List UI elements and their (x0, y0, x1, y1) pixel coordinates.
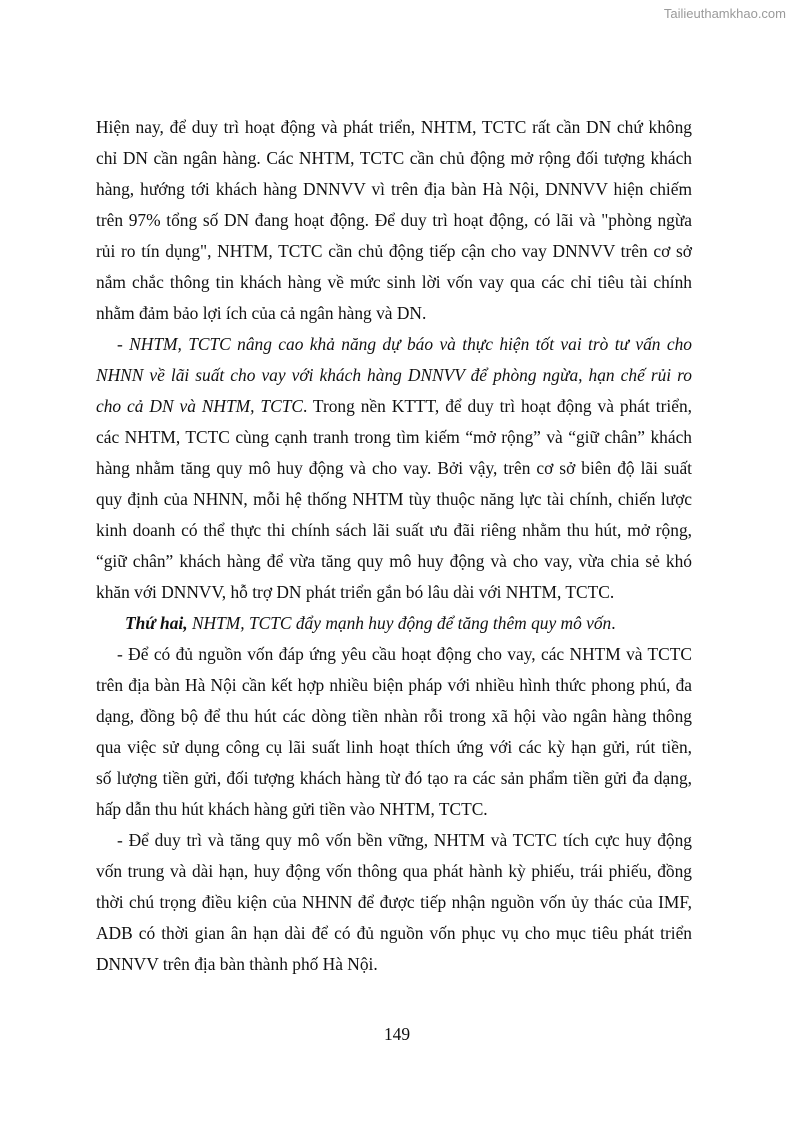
p2-line-9: khăn với DNNVV, hỗ trợ DN phát triển gắn bó lâu dài với NHTM, TCTC. (96, 582, 615, 602)
p2-line-1: - NHTM, TCTC nâng cao khả năng dự báo và thực hiện tốt vai trò tư vấn cho (117, 334, 692, 354)
p2-line-2: NHNN về lãi suất cho vay với khách hàng DNNVV để phòng ngừa, hạn chế rủi ro (96, 365, 692, 385)
p1-line-6: nắm chắc thông tin khách hàng về mức sinh lời vốn vay qua các chỉ tiêu tài chính (96, 272, 692, 292)
document-body (96, 112, 692, 980)
p2-line-3-rest: . Trong nền KTTT, để duy trì hoạt động và phát triển, (302, 396, 692, 416)
p3-heading-bold: Thứ hai, (125, 613, 188, 633)
p4-line-3: dạng, đồng bộ để thu hút các dòng tiền nhàn rỗi trong xã hội vào ngân hàng thông (96, 706, 692, 726)
p2-line-5: hàng nhằm tăng quy mô huy động và cho vay. Bởi vậy, trên cơ sở biên độ lãi suất (96, 458, 692, 478)
p2-line-3 (96, 391, 692, 422)
p5-line-1: - Để duy trì và tăng quy mô vốn bền vững, NHTM và TCTC tích cực huy động (117, 830, 692, 850)
p1-line-1: Hiện nay, để duy trì hoạt động và phát triển, NHTM, TCTC rất cần DN chứ không (96, 117, 692, 137)
p1-line-4: trên 97% tổng số DN đang hoạt động. Để duy trì hoạt động, có lãi và "phòng ngừa (96, 210, 692, 230)
p2-line-6: quy định của NHNN, mỗi hệ thống NHTM tùy thuộc năng lực tài chính, chiến lược (96, 489, 692, 509)
p2-line-4: các NHTM, TCTC cùng cạnh tranh trong tìm kiếm “mở rộng” và “giữ chân” khách (96, 427, 692, 447)
p5-line-3: thời chú trọng điều kiện của NHNN để được tiếp nhận nguồn vốn ủy thác của IMF, (96, 892, 692, 912)
p3-heading-italic: NHTM, TCTC đẩy mạnh huy động để tăng thêm quy mô vốn (187, 613, 612, 633)
p5-line-5: DNNVV trên địa bàn thành phố Hà Nội. (96, 954, 378, 974)
watermark-text: Tailieuthamkhao.com (663, 6, 786, 21)
p1-line-3: hàng, hướng tới khách hàng DNNVV vì trên địa bàn Hà Nội, DNNVV hiện chiếm (96, 179, 692, 199)
p4-line-4: qua việc sử dụng công cụ lãi suất linh hoạt thích ứng với các kỳ hạn gửi, rút tiền, (96, 737, 692, 757)
p4-line-1: - Để có đủ nguồn vốn đáp ứng yêu cầu hoạt động cho vay, các NHTM và TCTC (117, 644, 692, 664)
page-number: 149 (383, 1024, 411, 1044)
p3-heading-end: . (611, 613, 616, 633)
p4-line-5: số lượng tiền gửi, đối tượng khách hàng từ đó tạo ra các sản phẩm tiền gửi đa dạng, (96, 768, 692, 788)
p2-line-3-italic: cho cả DN và NHTM, TCTC (96, 396, 303, 416)
p3-heading (96, 608, 692, 639)
p5-line-2: vốn trung và dài hạn, huy động vốn thông qua phát hành kỳ phiếu, trái phiếu, đồng (96, 861, 692, 881)
p5-line-4: ADB có thời gian ân hạn dài để có đủ nguồn vốn phục vụ cho mục tiêu phát triển (96, 923, 692, 943)
p1-line-7: nhằm đảm bảo lợi ích của cả ngân hàng và DN. (96, 303, 427, 323)
p1-line-5: rủi ro tín dụng", NHTM, TCTC cần chủ động tiếp cận cho vay DNNVV trên cơ sở (96, 241, 692, 261)
p1-line-2: chỉ DN cần ngân hàng. Các NHTM, TCTC cần chủ động mở rộng đối tượng khách (96, 148, 692, 168)
p2-line-7: kinh doanh có thể thực thi chính sách lãi suất ưu đãi riêng nhằm thu hút, mở rộng, (96, 520, 692, 540)
p2-line-8: “giữ chân” khách hàng để vừa tăng quy mô huy động và cho vay, vừa chia sẻ khó (96, 551, 692, 571)
p4-line-2: trên địa bàn Hà Nội cần kết hợp nhiều biện pháp với nhiều hình thức phong phú, đa (96, 675, 692, 695)
p4-line-6: hấp dẫn thu hút khách hàng gửi tiền vào NHTM, TCTC. (96, 799, 488, 819)
